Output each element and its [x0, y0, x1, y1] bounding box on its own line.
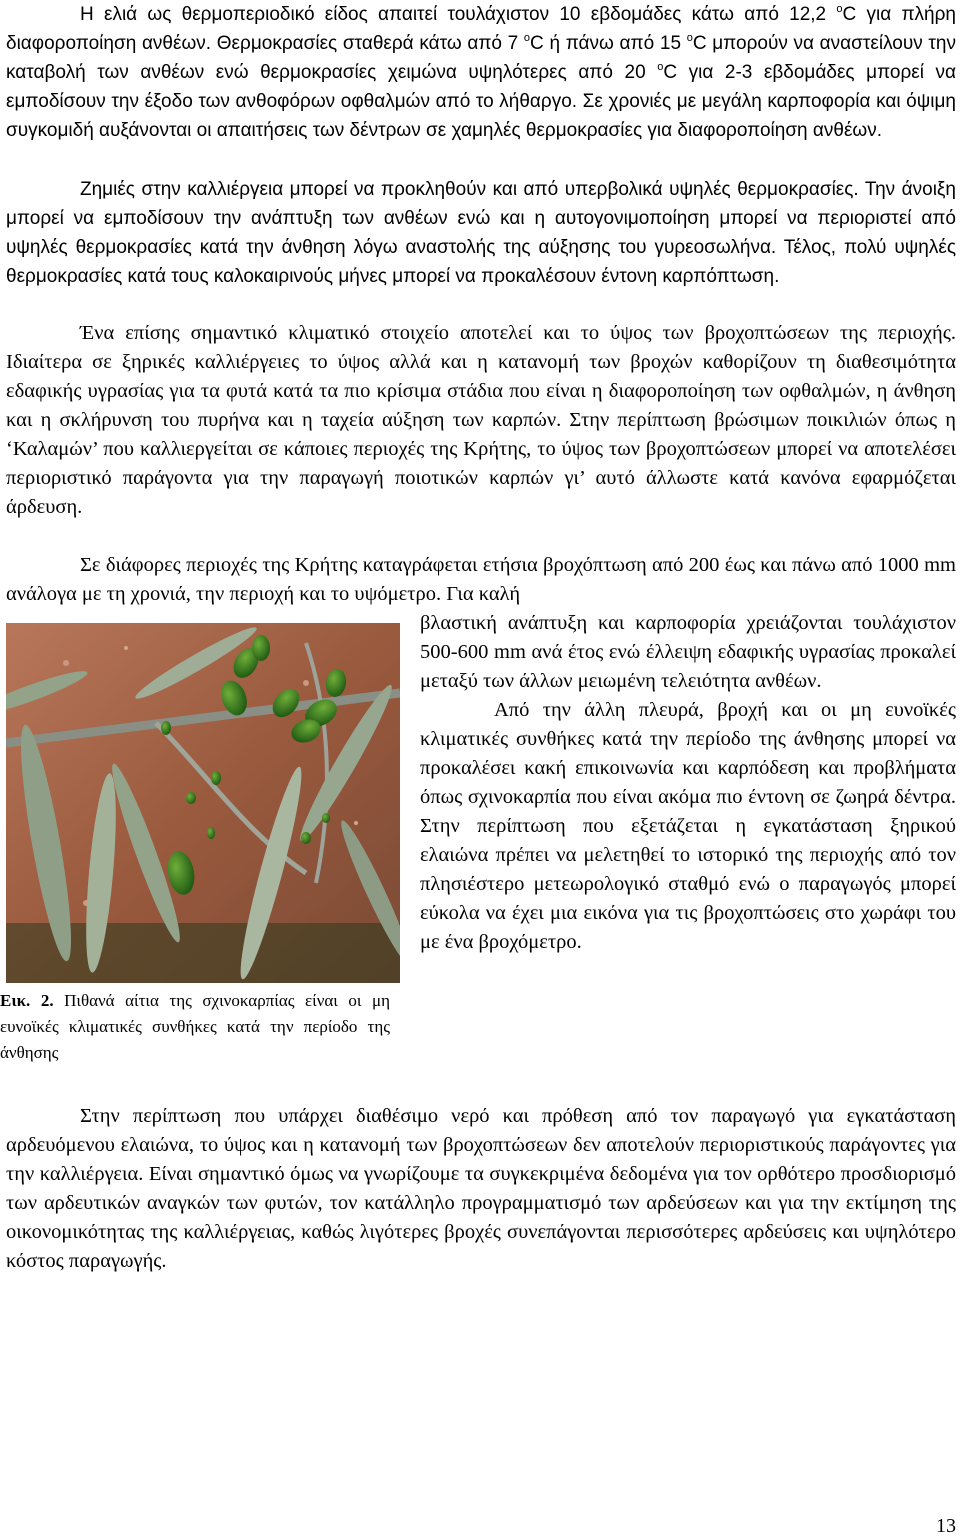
page-number: 13: [936, 1515, 956, 1537]
paragraph-rainfall-needs: βλαστική ανάπτυξη και καρποφορία χρειάζονται τουλάχιστον 500-600 mm ανά έτος ενώ έλλειψη εδαφικής υγρασίας προκαλεί μεταξύ των άλλων μειωμένη τελειότητα ανθέων.: [420, 612, 956, 692]
figure-caption: Εικ. 2. Πιθανά αίτια της σχινοκαρπίας είναι οι μη ευνοϊκές κλιματικές συνθήκες κατά την περίοδο της άνθησης: [0, 991, 390, 1062]
paragraph-crete-rainfall: Σε διάφορες περιοχές της Κρήτης καταγράφεται ετήσια βροχόπτωση από 200 έως και πάνω από 1000 mm ανάλογα με τη χρονιά, την περιοχή και το υψόμετρο. Για καλή: [6, 554, 956, 605]
paragraph-high-temperatures: Ζημιές στην καλλιέργεια μπορεί να προκληθούν και από υπερβολικά υψηλές θερμοκρασίες. Την άνοιξη μπορεί να εμποδίσουν την ανάπτυξη των ανθέων ενώ και η αυτογονιμοποίηση μπορεί να περιοριστεί από υψηλές θερμοκρασίες κατά την άνθηση λόγω αναστολής της αύξησης του γυρεοσωλήνα. Τέλος, πολύ υψηλές θερμοκρασίες κατά τους καλοκαιρινούς μήνες μπορεί να προκαλέσουν έντονη καρπόπτωση.: [6, 179, 956, 287]
paragraph-flowering-temperatures: Η ελιά ως θερμοπεριοδικό είδος απαιτεί τουλάχιστον 10 εβδομάδες κάτω από 12,2 $^o$C για πλήρη διαφοροποίηση ανθέων. Θερμοκρασίες σταθερά κάτω από 7 $^o$C ή πάνω από 15 $^o$C μπορούν να αναστείλουν την καταβολή των ανθέων ενώ θερμοκρασίες χειμώνα υψηλότερες από 20 $^o$C για 2-3 εβδομάδες μπορεί να εμποδίσουν την έξοδο των ανθοφόρων οφθαλμών από το λήθαργο. Σε χρονιές με μεγάλη καρποφορία και όψιμη συγκομιδή αυξάνονται οι απαιτήσεις των δέντρων σε χαμηλές θερμοκρασίες για διαφοροποίηση ανθέων.: [6, 3, 957, 141]
paragraph-flowering-rain: Από την άλλη πλευρά, βροχή και οι μη ευνοϊκές κλιματικές συνθήκες κατά την περίοδο της άνθησης μπορεί να προκαλέσει κακή επικοινωνία και καρπόδεση και προβλήματα όπως σχινοκαρπία που είναι ακόμα πιο έντονη σε ζωηρά δέντρα. Στην περίπτωση που εξετάζεται η εγκατάσταση ξηρικού ελαιώνα πρέπει να μελετηθεί το ιστορικό της περιοχής από τον πλησιέστερο μετεωρολογικό σταθμό ενώ ο παραγωγός μπορεί εύκολα να έχει μια εικόνα για τις βροχοπτώσεις στο χωράφι του με ένα βροχόμετρο.: [420, 699, 956, 953]
degree-symbol: o: [657, 61, 664, 73]
degree-symbol: o: [836, 3, 843, 15]
olive-branch-photo: [6, 623, 400, 983]
degree-symbol: o: [523, 32, 531, 44]
paragraph-irrigated-grove: Στην περίπτωση που υπάρχει διαθέσιμο νερό και πρόθεση από τον παραγωγό για εγκατάσταση αρδευόμενου ελαιώνα, το ύψος και η κατανομή των βροχοπτώσεων δεν αποτελούν περιοριστικούς παράγοντες για την καλλιέργεια. Είναι σημαντικό όμως να γνωρίζουμε τα συγκεκριμένα δεδομένα για τον ορθότερο προσδιορισμό των αρδευτικών αναγκών των φυτών, τον κατάλληλο προγραμματισμό των αρδεύσεων και για την εκτίμηση της οικονομικότητας της καλλιέργειας, καθώς λιγότερες βροχές συνεπάγονται περισσότερες αρδεύσεις και υψηλότερο κόστος παραγωγής.: [6, 1105, 956, 1272]
side-column-text: [420, 609, 956, 957]
figure-label: Εικ. 2.: [0, 991, 54, 1010]
degree-symbol: o: [686, 32, 693, 44]
paragraph-rainfall: Ένα επίσης σημαντικό κλιματικό στοιχείο αποτελεί και το ύψος των βροχοπτώσεων της περιοχής. Ιδιαίτερα σε ξηρικές καλλιέργειες το ύψος αλλά και η κατανομή των βροχών καθορίζουν τη διαθεσιμότητα εδαφικής υγρασίας για τα φυτά κατά τα πιο κρίσιμα στάδια που είναι η διαφοροποίηση των οφθαλμών, η άνθηση και η σκλήρυνση του πυρήνα και η ταχεία αύξηση των καρπών. Στην περίπτωση βρώσιμων ποικιλιών όπως η ‘Καλαμών’ που καλλιεργείται σε κάποιες περιοχές της Κρήτης, το ύψος των βροχοπτώσεων μπορεί να αποτελέσει περιοριστικό παράγοντα για την παραγωγή ποιοτικών καρπών γι’ αυτό άλλωστε κατά κανόνα εφαρμόζεται άρδευση.: [6, 322, 956, 518]
